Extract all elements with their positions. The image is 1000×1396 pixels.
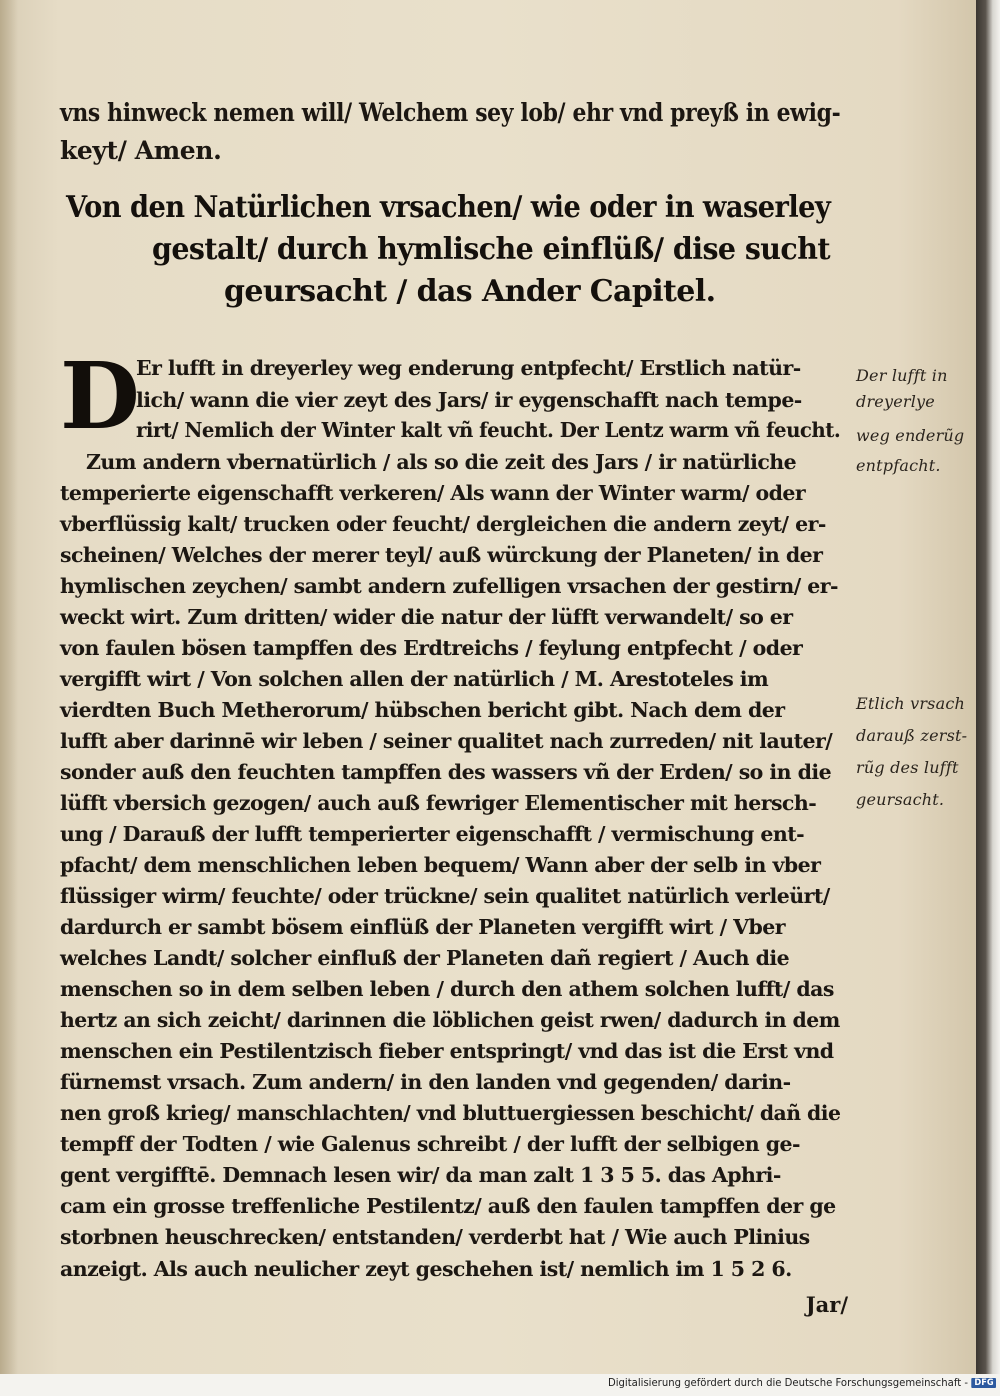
margin-note-1-line-4: entpfacht. [856,456,941,475]
body-line: von faulen bösen tampffen des Erdtreichs / feylung entpfecht / oder [60,636,803,660]
margin-note-2-line-1: Etlich vrsach [856,694,965,713]
body-line: flüssiger wirm/ feuchte/ oder trückne/ sein qualitet natürlich verleürt/ [60,884,830,908]
margin-note-1-line-2: dreyerlye [856,392,935,411]
chapter-heading-line-2: gestalt/ durch hymlische einflüß/ dise sucht [152,232,830,267]
margin-note-2-line-3: rũg des lufft [856,758,959,777]
margin-note-1-line-1: Der lufft in [856,366,948,385]
body-line: pfacht/ dem menschlichen leben bequem/ Wann aber der selb in vber [60,853,821,877]
body-line: lüfft vbersich gezogen/ auch auß fewriger Elementischer mit hersch- [60,791,817,815]
body-line: menschen so in dem selben leben / durch den athem solchen lufft/ das [60,977,834,1001]
body-line: welches Landt/ solcher einfluß der Planeten dañ regiert / Auch die [60,946,790,970]
body-line: Zum andern vbernatürlich / als so die zeit des Jars / ir natürliche [86,450,797,474]
body-line: hertz an sich zeicht/ darinnen die löblichen geist rwen/ dadurch in dem [60,1008,840,1032]
footer-text: Digitalisierung gefördert durch die Deutsche Forschungsgemeinschaft - [608,1376,968,1389]
body-line: dardurch er sambt bösem einflüß der Planeten vergifft wirt / Vber [60,915,786,939]
top-line-1: vns hinweck nemen will/ Welchem sey lob/ ehr vnd preyß in ewig- [60,98,841,127]
margin-note-1-line-3: weg enderũg [856,426,965,445]
body-line: lufft aber darinnē wir leben / seiner qualitet nach zurreden/ nit lauter/ [60,729,833,753]
body-line: cam ein grosse treffenliche Pestilentz/ auß den faulen tampffen der ge [60,1194,836,1218]
chapter-heading-line-3: geursacht / das Ander Capitel. [224,274,716,309]
drop-cap-initial: D [60,342,140,450]
body-line: menschen ein Pestilentzisch fieber entspringt/ vnd das ist die Erst vnd [60,1039,834,1063]
book-edge-right [976,0,1000,1396]
body-line: vergifft wirt / Von solchen allen der natürlich / M. Arestoteles im [60,667,769,691]
body-line: fürnemst vrsach. Zum andern/ in den landen vnd gegenden/ darin- [60,1070,791,1094]
body-line: sonder auß den feuchten tampffen des wassers vñ der Erden/ so in die [60,760,832,784]
margin-note-2-line-2: darauß zerst- [856,726,968,745]
body-line: lich/ wann die vier zeyt des Jars/ ir eygenschafft nach tempe- [136,388,802,412]
body-line: tempff der Todten / wie Galenus schreibt / der lufft der selbigen ge- [60,1132,800,1156]
body-line: weckt wirt. Zum dritten/ wider die natur der lüfft verwandelt/ so er [60,605,793,629]
page-gutter-shadow [0,0,18,1374]
body-line: hymlischen zeychen/ sambt andern zufelligen vrsachen der gestirn/ er- [60,574,838,598]
body-line: ung / Darauß der lufft temperierter eigenschafft / vermischung ent- [60,822,805,846]
body-line: rirt/ Nemlich der Winter kalt vñ feucht. Der Lentz warm vñ feucht. [136,418,841,442]
body-line: temperierte eigenschafft verkeren/ Als wann der Winter warm/ oder [60,481,806,505]
body-line: anzeigt. Als auch neulicher zeyt geschehen ist/ nemlich im 1 5 2 6. [60,1257,792,1281]
body-line: vberflüssig kalt/ trucken oder feucht/ dergleichen die andern zeyt/ er- [60,512,826,536]
chapter-heading-line-1: Von den Natürlichen vrsachen/ wie oder in waserley [66,190,831,225]
body-line: Er lufft in dreyerley weg enderung entpfecht/ Erstlich natür- [136,356,801,380]
body-line: scheinen/ Welches der merer teyl/ auß würckung der Planeten/ in der [60,543,823,567]
body-line: gent vergifftē. Demnach lesen wir/ da man zalt 1 3 5 5. das Aphri- [60,1163,781,1187]
body-line: vierdten Buch Metherorum/ hübschen bericht gibt. Nach dem der [60,698,785,722]
margin-note-2-line-4: geursacht. [856,790,945,809]
top-line-2: keyt/ Amen. [60,136,222,165]
dfg-logo: DFG [972,1378,997,1388]
digitization-footer [608,1376,996,1389]
body-line: storbnen heuschrecken/ entstanden/ verderbt hat / Wie auch Plinius [60,1225,810,1249]
catchword: Jar/ [805,1292,848,1317]
body-line: nen groß krieg/ manschlachten/ vnd bluttuergiessen beschicht/ dañ die [60,1101,841,1125]
